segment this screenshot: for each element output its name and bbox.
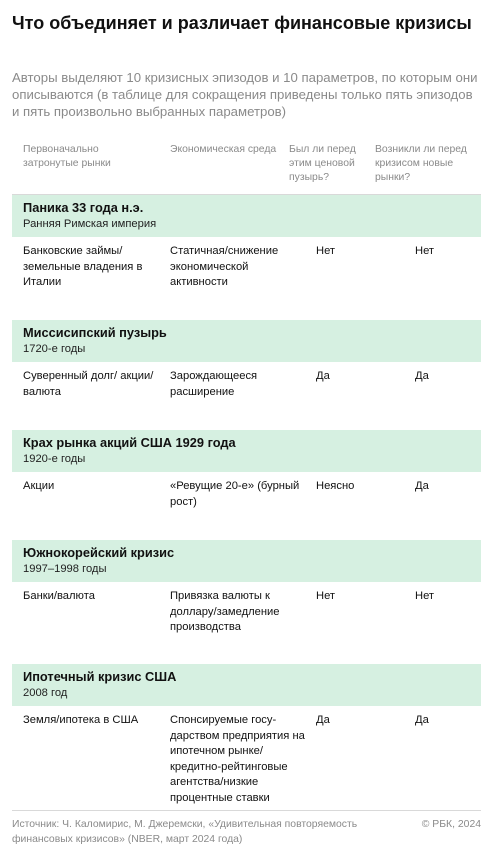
cell-bubble: Нет <box>316 245 336 257</box>
page-subtitle: Авторы выделяют 10 кризисных эпизодов и 10 параметров, по которым они описываются (в таблице для сокращения приведены только пять эпизодов и пять произвольно выбранных параметров) <box>12 70 478 119</box>
column-header-markets: Первоначально затронутые рынки <box>23 144 111 169</box>
cell-new-markets: Да <box>415 480 429 492</box>
cell-bubble: Да <box>316 714 330 726</box>
cell-markets: Суверенный долг/ акции/валюта <box>23 370 154 398</box>
cell-environment: Привязка валюты к доллару/замедление производства <box>170 590 280 633</box>
cell-markets: Акции <box>23 480 55 492</box>
source-note: Источник: Ч. Каломирис, М. Джеремски, «Удивительная повторяемость финансовых кризисов» (NBER, март 2024 года) <box>12 819 358 845</box>
cell-environment: Статичная/снижение экономической активности <box>170 245 279 288</box>
episode-period: 1997–1998 годы <box>23 563 107 575</box>
episode-period: 2008 год <box>23 687 68 699</box>
cell-new-markets: Да <box>415 714 429 726</box>
copyright: © РБК, 2024 <box>421 819 481 830</box>
cell-environment: Спонсируемые госу- дарством предприятия на ипотечном рынке/ кредитно-рейтинговые агентства/низкие процентные ставки <box>170 714 305 804</box>
cell-bubble: Нет <box>316 590 336 602</box>
episode-name: Миссисипский пузырь <box>23 325 167 340</box>
column-header-bubble: Был ли перед этим ценовой пузырь? <box>289 144 356 183</box>
episode-name: Южнокорейский кризис <box>23 545 175 560</box>
episode-name: Ипотечный кризис США <box>23 669 177 684</box>
episode-period: 1920-е годы <box>23 453 86 465</box>
column-headers <box>0 143 493 193</box>
cell-environment: «Ревущие 20-е» (бурный рост) <box>170 480 300 508</box>
column-header-new-markets: Возникли ли перед кризисом новые рынки? <box>375 144 467 183</box>
page-title: Что объединяет и различает финансовые кризисы <box>12 13 472 33</box>
cell-markets: Банки/валюта <box>23 590 95 602</box>
episode-name: Крах рынка акций США 1929 года <box>23 435 236 450</box>
cell-bubble: Да <box>316 370 330 382</box>
episode-name: Паника 33 года н.э. <box>23 200 144 215</box>
cell-markets: Земля/ипотека в США <box>23 714 139 726</box>
cell-new-markets: Да <box>415 370 429 382</box>
cell-new-markets: Нет <box>415 590 435 602</box>
footer-divider <box>12 810 481 811</box>
cell-markets: Банковские займы/ земельные владения в Италии <box>23 245 143 288</box>
cell-new-markets: Нет <box>415 245 435 257</box>
cell-bubble: Неясно <box>316 480 355 492</box>
episode-period: Ранняя Римская империя <box>23 218 157 230</box>
cell-environment: Зарождающееся расширение <box>170 370 258 398</box>
column-header-environment: Экономическая среда <box>170 144 277 155</box>
episode-period: 1720-е годы <box>23 343 86 355</box>
